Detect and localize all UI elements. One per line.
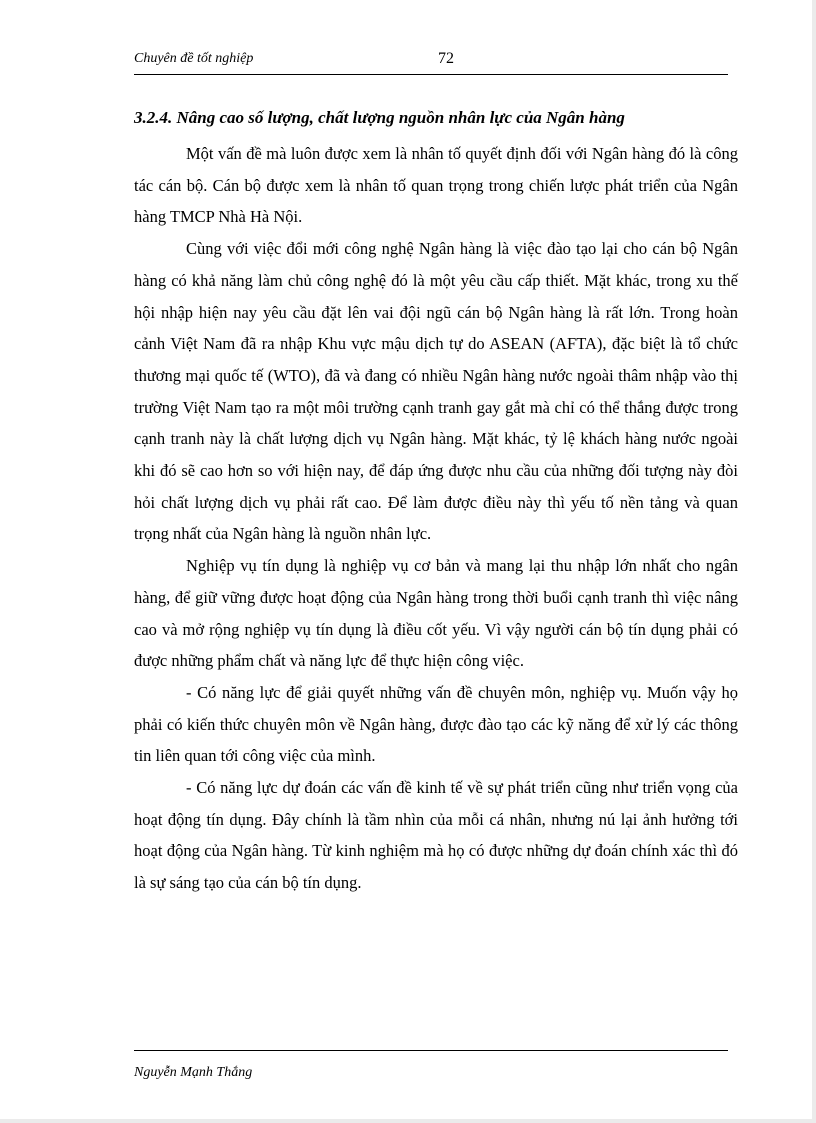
paragraph: Nghiệp vụ tín dụng là nghiệp vụ cơ bản và mang lại thu nhập lớn nhất cho ngân hàng, để giữ vững được hoạt động của Ngân hàng trong thời buổi cạnh tranh thì việc nâng cao và mở rộng nghiệp vụ tín dụng là điều cốt yếu. Vì vậy người cán bộ tín dụng phải có được những phẩm chất và năng lực để thực hiện công việc.: [134, 556, 738, 671]
paragraph: Cùng với việc đổi mới công nghệ Ngân hàng là việc đào tạo lại cho cán bộ Ngân hàng có khả năng làm chủ công nghệ đó là một yêu cầu cấp thiết. Mặt khác, trong xu thế hội nhập hiện nay yêu cầu đặt lên vai đội ngũ cán bộ Ngân hàng là rất lớn. Trong hoàn cảnh Việt Nam đã ra nhập Khu vực mậu dịch tự do ASEAN (AFTA), đặc biệt là tổ chức thương mại quốc tế (WTO), đã và đang có nhiều Ngân hàng nước ngoài thâm nhập vào thị trường Việt Nam tạo ra một môi trường cạnh tranh gay gắt mà chỉ có thể thắng được trong cạnh tranh này là chất lượng dịch vụ Ngân hàng. Mặt khác, tỷ lệ khách hàng nước ngoài khi đó sẽ cao hơn so với hiện nay, để đáp ứng được nhu cầu của những đối tượng này đòi hỏi chất lượng dịch vụ phải rất cao. Để làm được điều này thì yếu tố nền tảng và quan trọng nhất của Ngân hàng là nguồn nhân lực.: [134, 239, 738, 544]
body-text: [134, 138, 738, 899]
page-footer: [134, 1050, 728, 1080]
section-heading: 3.2.4. Nâng cao số lượng, chất lượng nguồn nhân lực của Ngân hàng: [134, 108, 625, 127]
header-title: Chuyên đề tốt nghiệp: [134, 51, 254, 66]
paragraph: - Có năng lực dự đoán các vấn đề kinh tế về sự phát triển cũng như triển vọng của hoạt động tín dụng. Đây chính là tầm nhìn của mỗi cá nhân, nhưng nú lại ảnh hưởng tới hoạt động của Ngân hàng. Từ kinh nghiệm mà họ có được những dự đoán chính xác thì đó là sự sáng tạo của cán bộ tín dụng.: [134, 778, 738, 893]
paragraph: Một vấn đề mà luôn được xem là nhân tố quyết định đối với Ngân hàng đó là công tác cán bộ. Cán bộ được xem là nhân tố quan trọng trong chiến lược phát triển của Ngân hàng TMCP Nhà Hà Nội.: [134, 144, 738, 227]
page-header: [134, 48, 728, 75]
page-number: 72: [438, 50, 454, 67]
footer-author: Nguyễn Mạnh Thắng: [134, 1065, 253, 1080]
paragraph: - Có năng lực để giải quyết những vấn đề chuyên môn, nghiệp vụ. Muốn vậy họ phải có kiến thức chuyên môn về Ngân hàng, được đào tạo các kỹ năng để xử lý các thông tin liên quan tới công việc của mình.: [134, 682, 738, 766]
